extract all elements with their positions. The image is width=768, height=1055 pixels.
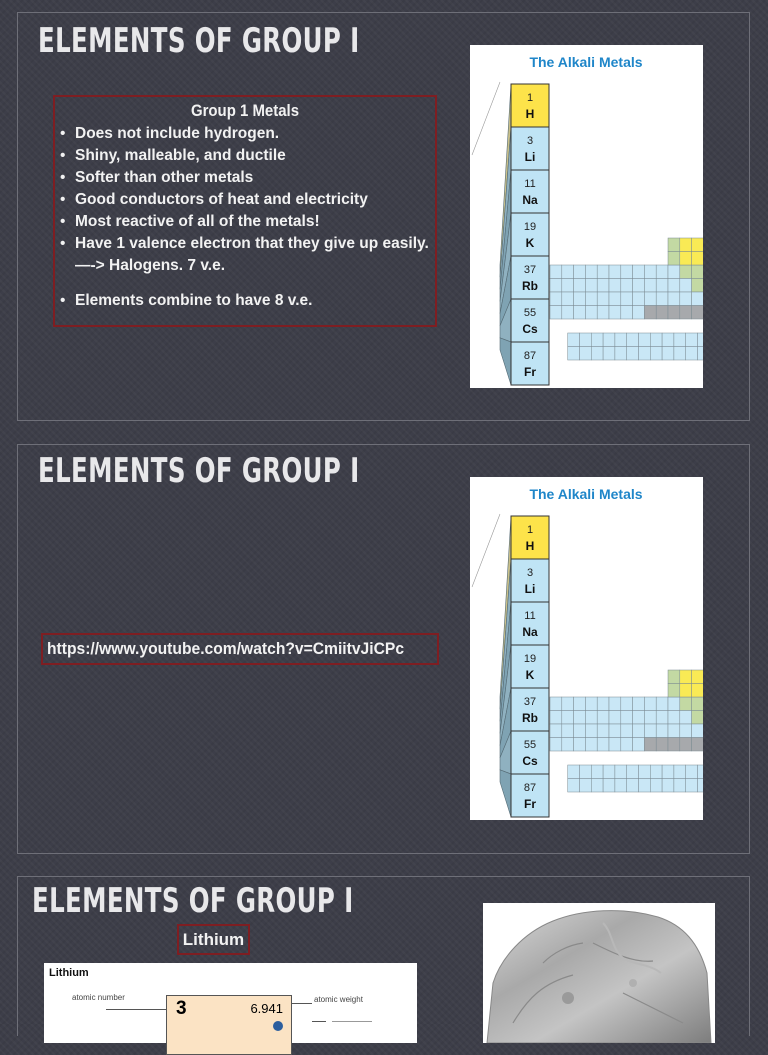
element-number: 11 — [524, 610, 536, 622]
grid-cell — [674, 765, 686, 779]
element-symbol: H — [525, 539, 535, 553]
grid-cell — [585, 711, 597, 725]
element-number: 55 — [523, 739, 537, 751]
group1-metals-box — [53, 95, 437, 327]
grid-cell — [574, 306, 586, 320]
grid-cell — [668, 711, 680, 725]
grid-cell — [692, 238, 703, 252]
grid-cell — [680, 738, 692, 752]
grid-cell — [603, 779, 615, 793]
grid-cell — [633, 306, 645, 320]
grid-cell — [627, 765, 639, 779]
grid-cell — [680, 292, 692, 306]
grid-cell — [597, 279, 609, 293]
grid-cell — [686, 779, 698, 793]
fan-strip — [500, 770, 511, 817]
grid-cell — [591, 765, 603, 779]
grid-cell — [650, 333, 662, 347]
grid-cell — [615, 333, 627, 347]
grid-cell — [668, 684, 680, 698]
grid-cell — [656, 738, 668, 752]
periodic-table-diagram — [470, 45, 703, 388]
grid-cell — [597, 724, 609, 738]
card-title: Lithium — [49, 967, 89, 979]
electron-dot-icon — [273, 1021, 283, 1031]
grid-cell — [568, 347, 580, 361]
grid-cell — [585, 738, 597, 752]
grid-cell — [656, 697, 668, 711]
grid-cell — [662, 347, 674, 361]
box-heading: Group 1 Metals — [190, 101, 300, 120]
grid-cell — [585, 697, 597, 711]
leader-line — [292, 1003, 312, 1004]
element-symbol: Fr — [524, 797, 536, 811]
grid-cell — [668, 292, 680, 306]
grid-cell — [633, 724, 645, 738]
grid-cell — [627, 333, 639, 347]
element-number: 11 — [524, 178, 536, 190]
grid-cell — [633, 711, 645, 725]
periodic-table-diagram — [470, 477, 703, 820]
grid-cell — [692, 670, 703, 684]
bullet-item: • Good conductors of heat and electricity — [60, 189, 431, 211]
grid-cell — [686, 333, 698, 347]
grid-cell — [597, 738, 609, 752]
grid-cell — [698, 779, 704, 793]
grid-cell — [574, 292, 586, 306]
grid-cell — [686, 765, 698, 779]
grid-cell — [668, 738, 680, 752]
grid-cell — [621, 697, 633, 711]
fan-edge — [472, 82, 500, 155]
grid-cell — [692, 724, 703, 738]
grid-cell — [656, 279, 668, 293]
bullet-item: • Elements combine to have 8 v.e. — [60, 290, 431, 312]
grid-cell — [550, 265, 562, 279]
figure-title: The Alkali Metals — [529, 486, 643, 502]
grid-cell — [644, 279, 656, 293]
grid-cell — [580, 779, 592, 793]
grid-cell — [580, 765, 592, 779]
grid-cell — [562, 711, 574, 725]
grid-cell — [656, 724, 668, 738]
grid-cell — [633, 738, 645, 752]
grid-cell — [692, 252, 703, 266]
grid-cell — [627, 347, 639, 361]
grid-cell — [609, 738, 621, 752]
atomic-weight-label: atomic weight — [314, 995, 363, 1004]
fan-edge — [472, 514, 500, 587]
grid-cell — [650, 765, 662, 779]
grid-cell — [585, 292, 597, 306]
grid-cell — [591, 333, 603, 347]
slide-3 — [17, 876, 750, 1036]
figure-title: The Alkali Metals — [529, 54, 643, 70]
grid-cell — [639, 779, 651, 793]
grid-cell — [668, 252, 680, 266]
grid-cell — [550, 306, 562, 320]
alkali-metals-figure — [470, 477, 703, 820]
lithium-metal-photo — [483, 903, 715, 1043]
grid-cell — [686, 347, 698, 361]
grid-cell — [692, 684, 703, 698]
fan-strip — [500, 338, 511, 385]
grid-cell — [609, 724, 621, 738]
grid-cell — [615, 347, 627, 361]
grid-cell — [633, 697, 645, 711]
grid-cell — [591, 347, 603, 361]
grid-cell — [662, 333, 674, 347]
lithium-rock-image — [483, 903, 715, 1043]
grid-cell — [580, 333, 592, 347]
grid-cell — [615, 765, 627, 779]
bullet-list — [55, 123, 435, 312]
element-number: 3 — [526, 135, 534, 147]
slide-title: ELEMENTS OF GROUP I — [38, 451, 360, 491]
grid-cell — [639, 765, 651, 779]
grid-cell — [692, 738, 703, 752]
grid-cell — [621, 306, 633, 320]
slide-title: ELEMENTS OF GROUP I — [32, 881, 354, 921]
grid-cell — [597, 265, 609, 279]
grid-cell — [698, 347, 704, 361]
grid-cell — [662, 765, 674, 779]
grid-cell — [574, 711, 586, 725]
grid-cell — [680, 697, 692, 711]
grid-cell — [692, 292, 703, 306]
grid-cell — [609, 292, 621, 306]
grid-cell — [680, 684, 692, 698]
grid-cell — [692, 306, 703, 320]
grid-cell — [668, 279, 680, 293]
grid-cell — [574, 738, 586, 752]
grid-cell — [644, 711, 656, 725]
grid-cell — [680, 724, 692, 738]
grid-cell — [562, 738, 574, 752]
grid-cell — [568, 779, 580, 793]
grid-cell — [621, 279, 633, 293]
element-symbol: Na — [522, 625, 538, 639]
element-name: Lithium — [182, 930, 245, 949]
grid-cell — [639, 347, 651, 361]
element-symbol: Na — [522, 193, 538, 207]
slide-title: ELEMENTS OF GROUP I — [38, 21, 360, 61]
grid-cell — [621, 724, 633, 738]
grid-cell — [550, 279, 562, 293]
grid-cell — [597, 697, 609, 711]
element-name-box — [177, 924, 250, 955]
grid-cell — [680, 252, 692, 266]
element-symbol: Fr — [524, 365, 536, 379]
grid-cell — [644, 738, 656, 752]
grid-cell — [550, 292, 562, 306]
grid-cell — [668, 238, 680, 252]
grid-cell — [650, 779, 662, 793]
grid-cell — [644, 697, 656, 711]
element-number: 37 — [523, 264, 537, 276]
grid-cell — [650, 347, 662, 361]
grid-cell — [680, 306, 692, 320]
faded-label-line — [332, 1021, 372, 1022]
grid-cell — [615, 779, 627, 793]
bullet-item: • Softer than other metals — [60, 167, 431, 189]
grid-cell — [550, 724, 562, 738]
grid-cell — [668, 306, 680, 320]
atomic-weight: 6.941 — [250, 1001, 283, 1016]
element-symbol: Rb — [522, 279, 538, 293]
alkali-metals-figure — [470, 45, 703, 388]
grid-cell — [674, 347, 686, 361]
grid-cell — [562, 279, 574, 293]
grid-cell — [550, 711, 562, 725]
element-number: 37 — [523, 696, 537, 708]
element-symbol: Cs — [522, 754, 538, 768]
grid-cell — [668, 724, 680, 738]
grid-cell — [585, 265, 597, 279]
grid-cell — [597, 292, 609, 306]
grid-cell — [562, 292, 574, 306]
grid-cell — [668, 265, 680, 279]
grid-cell — [562, 724, 574, 738]
grid-cell — [597, 711, 609, 725]
slide-2 — [17, 444, 750, 854]
grid-cell — [591, 779, 603, 793]
grid-cell — [603, 347, 615, 361]
grid-cell — [609, 711, 621, 725]
grid-cell — [639, 333, 651, 347]
grid-cell — [574, 724, 586, 738]
grid-cell — [621, 292, 633, 306]
grid-cell — [644, 306, 656, 320]
grid-cell — [609, 279, 621, 293]
element-symbol: Rb — [522, 711, 538, 725]
atomic-number-label: atomic number — [72, 993, 125, 1002]
element-number: 87 — [523, 782, 537, 794]
grid-cell — [585, 306, 597, 320]
grid-cell — [668, 670, 680, 684]
grid-cell — [621, 265, 633, 279]
bullet-item: • Does not include hydrogen. — [60, 123, 431, 145]
grid-cell — [633, 265, 645, 279]
grid-cell — [644, 292, 656, 306]
element-symbol: Li — [524, 150, 536, 164]
grid-cell — [585, 724, 597, 738]
grid-cell — [674, 333, 686, 347]
grid-cell — [680, 238, 692, 252]
grid-cell — [597, 306, 609, 320]
grid-cell — [680, 265, 692, 279]
grid-cell — [574, 279, 586, 293]
grid-cell — [692, 279, 703, 293]
bullet-item: • Most reactive of all of the metals! — [60, 211, 431, 233]
grid-cell — [692, 265, 703, 279]
element-symbol: K — [525, 236, 535, 250]
youtube-link-box[interactable] — [41, 633, 439, 665]
grid-cell — [609, 265, 621, 279]
grid-cell — [680, 279, 692, 293]
grid-cell — [568, 333, 580, 347]
grid-cell — [550, 697, 562, 711]
grid-cell — [609, 697, 621, 711]
element-number: 87 — [523, 350, 537, 362]
grid-cell — [627, 779, 639, 793]
grid-cell — [580, 347, 592, 361]
grid-cell — [585, 279, 597, 293]
lithium-element-card — [44, 963, 417, 1043]
grid-cell — [621, 711, 633, 725]
element-number: 55 — [523, 307, 537, 319]
leader-line — [106, 1009, 166, 1010]
grid-cell — [662, 779, 674, 793]
grid-cell — [574, 265, 586, 279]
grid-cell — [550, 738, 562, 752]
grid-cell — [644, 265, 656, 279]
grid-cell — [633, 279, 645, 293]
grid-cell — [621, 738, 633, 752]
element-number: 1 — [526, 524, 534, 536]
grid-cell — [680, 711, 692, 725]
grid-cell — [656, 292, 668, 306]
grid-cell — [574, 697, 586, 711]
youtube-link[interactable]: https://www.youtube.com/watch?v=CmiitvJiCPc — [47, 639, 405, 658]
element-number: 19 — [523, 653, 537, 665]
grid-cell — [656, 265, 668, 279]
grid-cell — [633, 292, 645, 306]
grid-cell — [562, 306, 574, 320]
element-symbol: H — [525, 107, 535, 121]
grid-cell — [692, 711, 703, 725]
element-symbol: Cs — [522, 322, 538, 336]
grid-cell — [644, 724, 656, 738]
grid-cell — [562, 265, 574, 279]
element-cell — [166, 995, 292, 1055]
grid-cell — [698, 333, 704, 347]
bullet-item: • Have 1 valence electron that they give up easily. —-> Halogens. 7 v.e. — [60, 233, 431, 277]
grid-cell — [674, 779, 686, 793]
element-number: 19 — [523, 221, 537, 233]
grid-cell — [603, 333, 615, 347]
grid-cell — [603, 765, 615, 779]
grid-cell — [692, 697, 703, 711]
slide-1 — [17, 12, 750, 421]
atomic-number: 3 — [176, 998, 187, 1019]
leader-line — [312, 1021, 326, 1022]
element-number: 1 — [526, 92, 534, 104]
grid-cell — [656, 306, 668, 320]
grid-cell — [698, 765, 704, 779]
grid-cell — [680, 670, 692, 684]
element-symbol: K — [525, 668, 535, 682]
element-number: 3 — [526, 567, 534, 579]
grid-cell — [609, 306, 621, 320]
grid-cell — [562, 697, 574, 711]
bullet-item: • Shiny, malleable, and ductile — [60, 145, 431, 167]
element-symbol: Li — [524, 582, 536, 596]
grid-cell — [656, 711, 668, 725]
grid-cell — [568, 765, 580, 779]
grid-cell — [668, 697, 680, 711]
